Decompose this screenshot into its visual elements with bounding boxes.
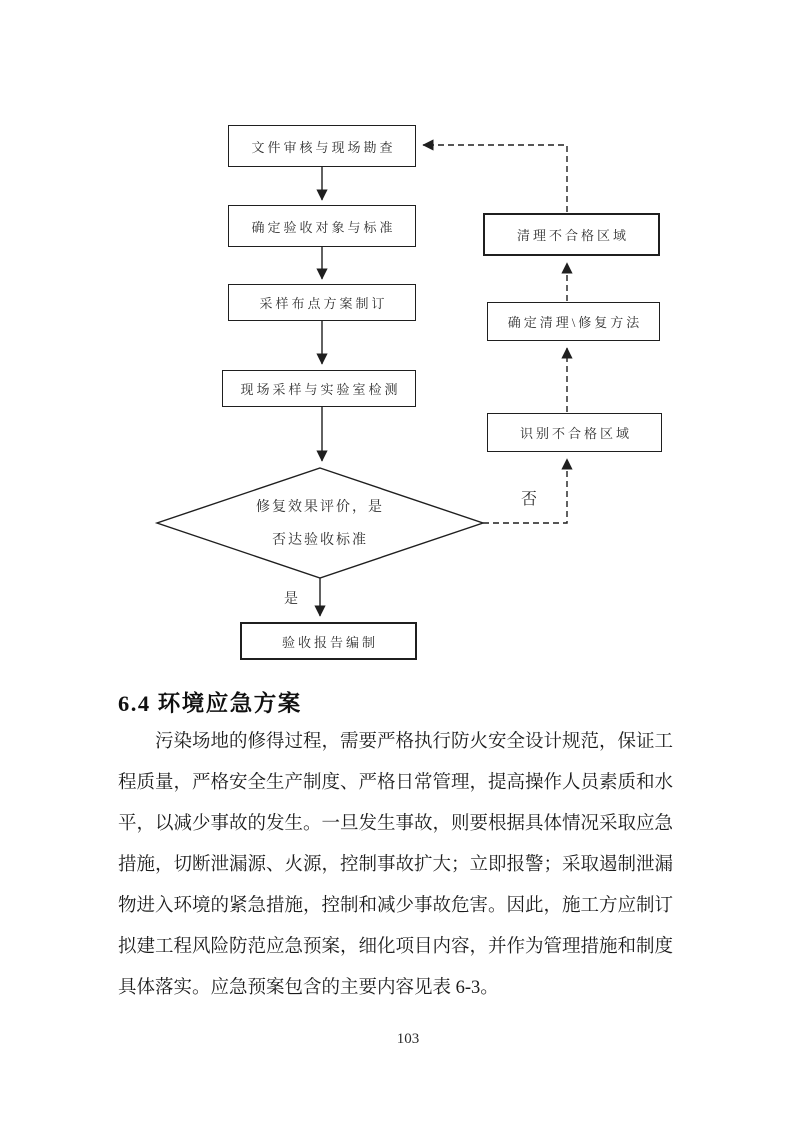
flowchart-box-doc-review-site-survey: 文件审核与现场勘查 (228, 125, 416, 167)
flowchart-box-identify-unqualified-area: 识别不合格区域 (487, 413, 662, 452)
paragraph-line: 程质量，严格安全生产制度、严格日常管理，提高操作人员素质和水 (118, 773, 674, 793)
section-heading: 6.4 环境应急方案 (118, 691, 302, 716)
branch-label-no: 否 (521, 491, 538, 508)
paragraph-line: 措施，切断泄漏源、火源，控制事故扩大；立即报警；采取遏制泄漏 (118, 855, 674, 875)
flowchart-box-determine-clean-repair-method: 确定清理\修复方法 (487, 302, 660, 341)
paragraph-line: 拟建工程风险防范应急预案，细化项目内容，并作为管理措施和制度 (118, 937, 674, 957)
branch-label-yes: 是 (284, 592, 298, 607)
dashed-clean-to-doc-review (423, 145, 567, 212)
paragraph-line: 平，以减少事故的发生。一旦发生事故，则要根据具体情况采取应急 (118, 814, 674, 834)
paragraph-line: 具体落实。应急预案包含的主要内容见表 6-3。 (118, 978, 499, 998)
decision-diamond-text-line2: 否达验收标准 (272, 533, 368, 548)
flowchart-box-clean-unqualified-area: 清理不合格区域 (483, 213, 660, 256)
paragraph-line: 物进入环境的紧急措施，控制和减少事故危害。因此，施工方应制订 (118, 896, 674, 916)
flowchart-box-sampling-plan: 采样布点方案制订 (228, 284, 416, 321)
page-number: 103 (396, 1031, 420, 1047)
paragraph-line: 污染场地的修得过程，需要严格执行防火安全设计规范，保证工 (155, 732, 674, 752)
flowchart-box-acceptance-targets-standards: 确定验收对象与标准 (228, 205, 416, 247)
flowchart-box-acceptance-report: 验收报告编制 (240, 622, 417, 660)
flowchart-box-site-sampling-lab-test: 现场采样与实验室检测 (222, 370, 416, 407)
decision-diamond-text-line1: 修复效果评价，是 (256, 500, 384, 515)
decision-diamond-shape (157, 468, 483, 578)
body-paragraph (118, 722, 672, 1009)
